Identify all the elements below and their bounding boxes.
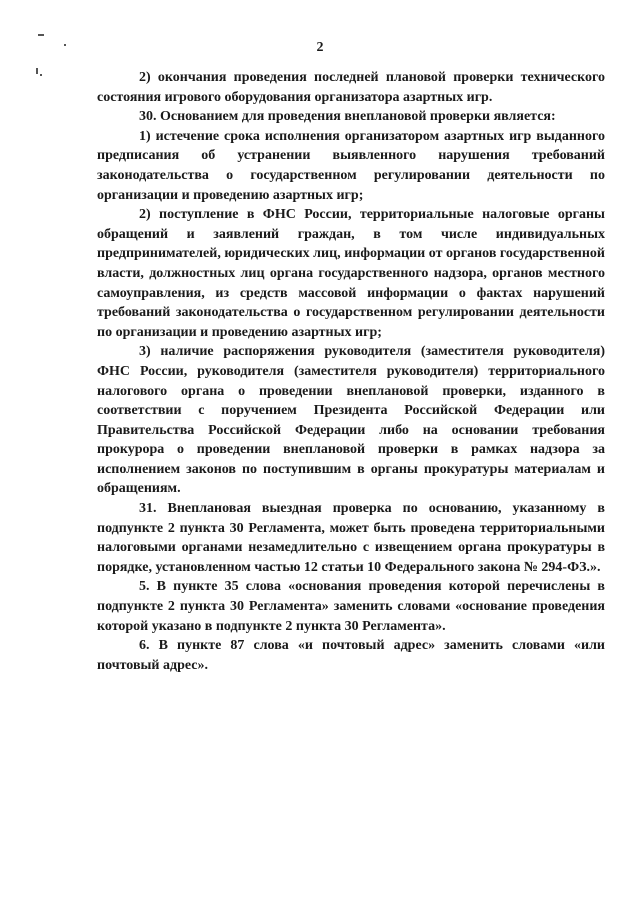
scan-artifact [36, 68, 38, 74]
paragraph: 2) окончания проведения последней плановой проверки технического состояния игрового оборудования организатора азартных игр. [97, 70, 605, 105]
paragraph: 1) истечение срока исполнения организатором азартных игр выданного предписания об устранении выявленного нарушения требований законодательства о государственном регулировании деятельности по организации и проведению азартных игр; [97, 128, 605, 203]
page-number: 2 [316, 40, 324, 55]
paragraph: 2) поступление в ФНС России, территориальные налоговые органы обращений и заявлений граждан, в том числе индивидуальных предпринимателей, юридических лиц, информации от органов государственной власти, должностных лиц органа государственного надзора, органов местного самоуправления, из средств массовой информации о фактах нарушений требований законодательства о государственном регулировании деятельности по организации и проведению азартных игр; [97, 207, 605, 340]
paragraph: 5. В пункте 35 слова «основания проведения которой перечислены в подпункте 2 пункта 30 Регламента» заменить словами «основание проведения которой указано в подпункте 2 пункта 30 Регламента». [97, 579, 605, 634]
document-body [97, 68, 605, 675]
paragraph: 31. Внеплановая выездная проверка по основанию, указанному в подпункте 2 пункта 30 Регламента, может быть проведена территориальными налоговыми органами незамедлительно с извещением органа прокуратуры в порядке, установленном частью 12 статьи 10 Федерального закона № 294-ФЗ.». [97, 501, 605, 575]
paragraph: 30. Основанием для проведения внеплановой проверки является: [139, 109, 556, 125]
scan-artifact [38, 34, 44, 36]
scan-artifact [40, 74, 42, 76]
paragraph: 6. В пункте 87 слова «и почтовый адрес» заменить словами «или почтовый адрес». [97, 638, 605, 673]
paragraph: 3) наличие распоряжения руководителя (заместителя руководителя) ФНС России, руководителя (заместителя руководителя) территориального налогового органа о проведении внеплановой проверки, изданного в соответствии с поручением Президента Российской Федерации или Правительства Российской Федерации либо на основании требования прокурора о проведении внеплановой проверки в рамках надзора за исполнением законов по поступившим в органы прокуратуры материалам и обращениям. [97, 344, 605, 497]
